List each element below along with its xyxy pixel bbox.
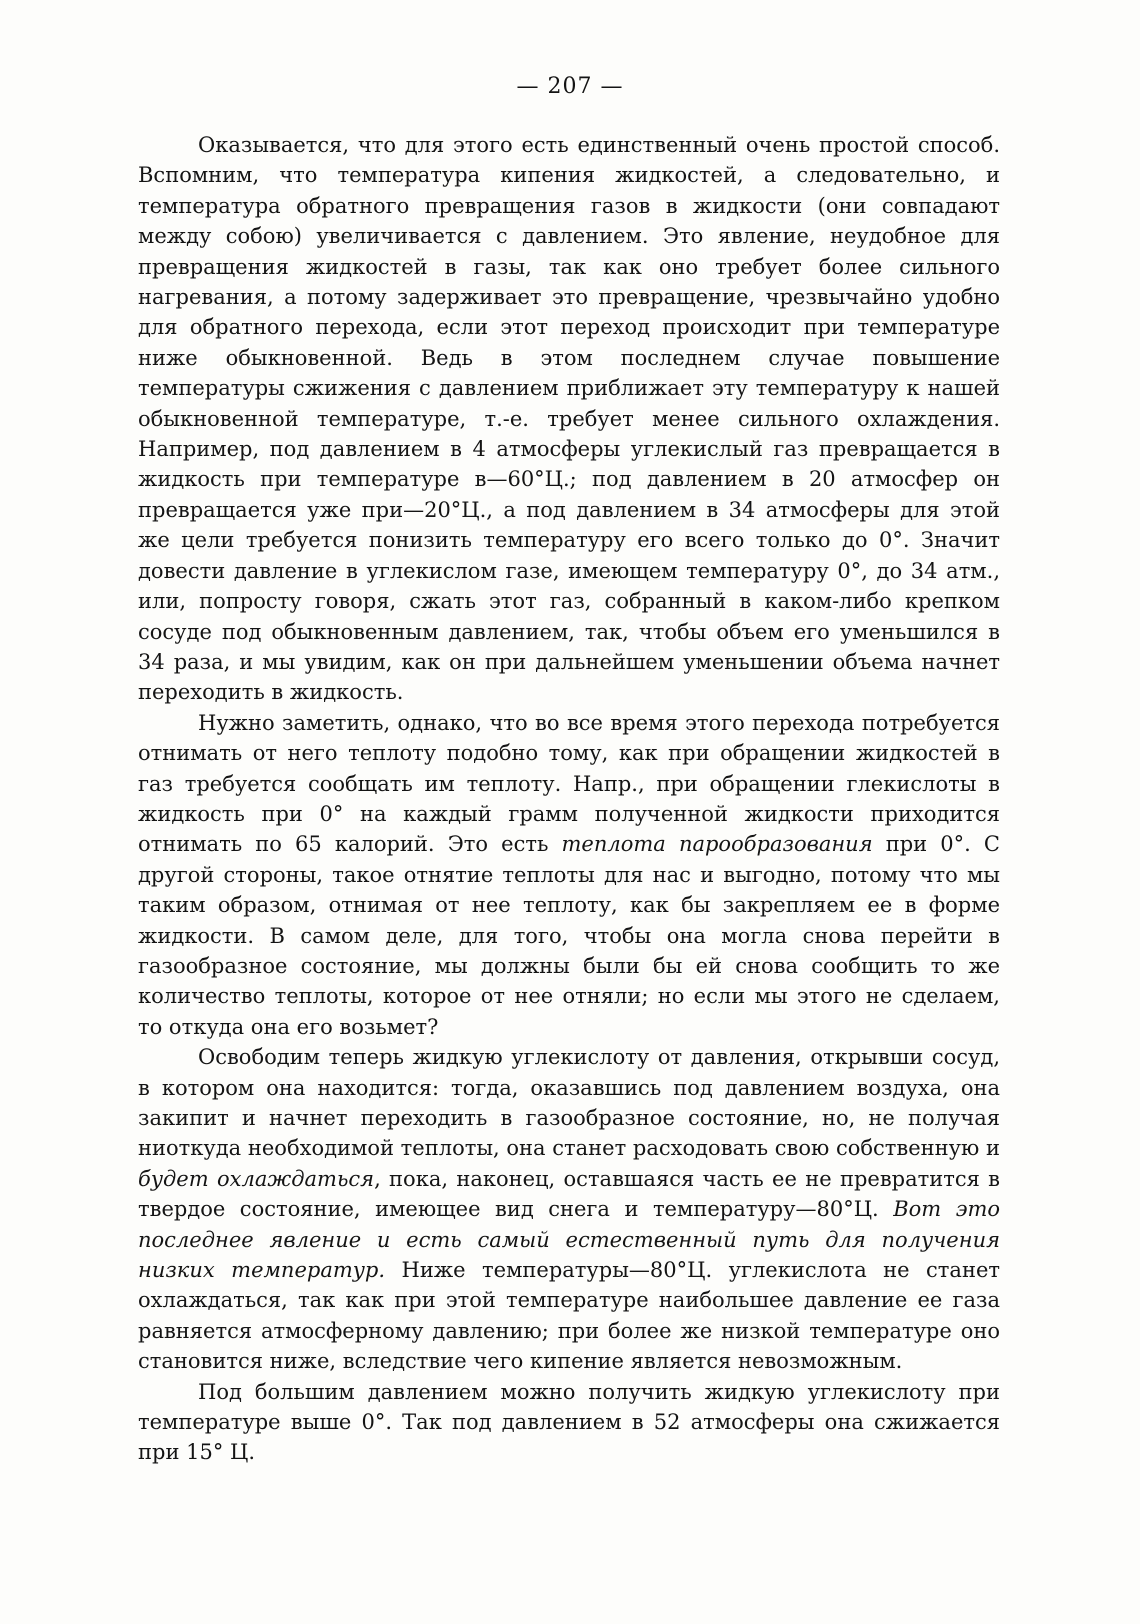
page-number: — 207 —: [516, 74, 624, 99]
paragraph-3-italic-phrase: будет охлаждаться: [138, 1166, 375, 1191]
paragraph-2-text-a: Нужно заметить, однако, что во все время этого перехода потребуется отнимать от него теплоту подобно тому, как при обращении жидкостей в газ требуется сообщать им теплоту. Напр., при обращении глекислоты в жидкость при 0° на каждый грамм полученной жидкости приходится отнимать по 65 калорий. Это есть: [138, 710, 1000, 857]
paragraph-4-text: Под большим давлением можно получить жидкую углекислоту при температуре выше 0°. Так под давлением в 52 атмосферы она сжижается при 15° Ц.: [138, 1379, 1000, 1465]
paragraph-2-text-b: при 0°. С другой стороны, такое отнятие теплоты для нас и выгодно, потому что мы таким образом, отнимая от нее теплоту, как бы закрепляем ее в форме жидкости. В самом деле, для того, чтобы она могла снова перейти в газообразное состояние, мы должны были бы ей снова сообщить то же количество теплоты, которое от нее отняли; но если мы этого не сделаем, то откуда она его возьмет?: [138, 832, 1000, 1039]
paragraph-3-italic-sentence: Вот это последнее явление и есть самый естественный путь для получения низких температур.: [138, 1197, 1001, 1283]
paragraph-1-text: Оказывается, что для этого есть единственный очень простой способ. Вспомним, что температура кипения жидкостей, а следовательно, и температура обратного превращения газов в жидкости (они совпадают между собою) увеличивается с давлением. Это явление, неудобное для превращения жидкостей в газы, так как оно требует более сильного нагревания, а потому задерживает это превращение, чрезвычайно удобно для обратного перехода, если этот переход происходит при температуре ниже обыкновенной. Ведь в этом последнем случае повышение температуры сжижения с давлением приближает эту температуру к нашей обыкновенной температуре, т.-е. требует менее сильного охлаждения. Например, под давлением в 4 атмосферы углекислый газ превращается в жидкость при температуре в—60°Ц.; под давлением в 20 атмосфер он превращается уже при—20°Ц., а под давлением в 34 атмосферы для этой же цели требуется понизить температуру его всего только до 0°. Значит довести давление в углекислом газе, имеющем температуру 0°, до 34 атм., или, попросту говоря, сжать этот газ, собранный в каком-либо крепком сосуде под обыкновенным давлением, так, чтобы объем его уменьшился в 34 раза, и мы увидим, как он при дальнейшем уменьшении объема начнет переходить в жидкость.: [138, 133, 1000, 705]
paragraph-2-italic-term: теплота парообразования: [561, 832, 873, 857]
body-text: [138, 130, 1000, 1468]
paragraph-4: [138, 1377, 1000, 1468]
paragraph-3-text-c: Ниже температуры—80°Ц. углекислота не станет охлаждаться, так как при этой температуре наибольшее давление ее газа равняется атмосферному давлению; при более же низкой температуре оно становится ниже, вследствие чего кипение является невозможным.: [138, 1258, 1000, 1374]
paragraph-2: [138, 708, 1000, 1042]
paragraph-3-text-a: Освободим теперь жидкую углекислоту от давления, открывши сосуд, в котором она находится: тогда, оказавшись под давлением воздуха, она закипит и начнет переходить в газообразное состояние, но, не получая ниоткуда необходимой теплоты, она станет расходовать свою собственную и: [138, 1045, 1000, 1161]
paragraph-3-text-b: , пока, наконец, оставшаяся часть ее не превратится в твердое состояние, имеющее вид снега и температуру—80°Ц.: [138, 1166, 1000, 1222]
paragraph-1: [138, 130, 1000, 708]
paragraph-3: [138, 1042, 1000, 1376]
